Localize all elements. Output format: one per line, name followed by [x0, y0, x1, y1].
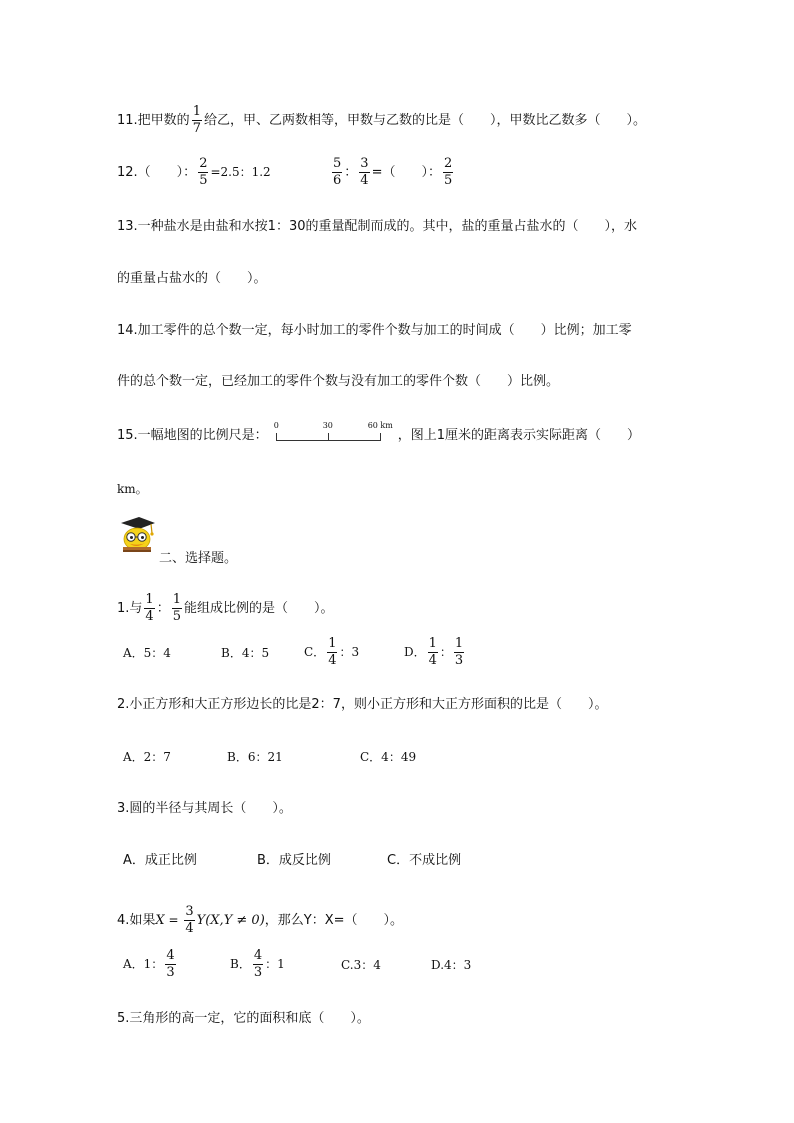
q12-b-fraction-3: $\frac{2}{5}$ — [443, 156, 453, 188]
cq4-option-d[interactable]: D.4：3 — [431, 958, 472, 972]
q12-a-pre: 12.（ ）： — [117, 165, 197, 180]
question-11 — [117, 104, 646, 137]
question-15-line-2: km。 — [117, 482, 148, 496]
cq4-post: ，那么Y：X=（ ）。 — [264, 913, 404, 928]
question-13-line-1: 13.一种盐水是由盐和水按1：30的重量配制而成的。其中，盐的重量占盐水的（ ），水 — [117, 219, 637, 234]
section-2-title: 二、选择题。 — [159, 551, 238, 566]
cq1-pre: 1.与 — [117, 601, 143, 616]
scale-label-30: 30 — [322, 421, 333, 430]
question-13-line-2: 的重量占盐水的（ ）。 — [117, 271, 267, 286]
scale-line — [276, 440, 380, 441]
cq1-option-b[interactable]: B．4：5 — [221, 646, 270, 660]
cq3-option-c[interactable]: C．不成比例 — [387, 853, 462, 868]
cq4-pre: 4.如果 — [117, 913, 156, 928]
q12-b-fraction-1: $\frac{5}{6}$ — [333, 156, 342, 188]
cq1-option-c-fraction: $\frac{1}{4}$ — [328, 636, 337, 668]
cq4-option-a-fraction: $\frac{4}{3}$ — [166, 948, 175, 980]
choice-question-4: 4.如果X = $\frac{3}{4}$ Y(X,Y ≠ 0)，那么Y：X=（ ）。 — [117, 904, 404, 936]
cq4-option-b-fraction: $\frac{4}{3}$ — [253, 948, 263, 980]
cq3-option-a[interactable]: A．成正比例 — [123, 853, 197, 868]
cq1-post: 能组成比例的是（ ）。 — [183, 601, 334, 616]
q12-a-post: =2.5：1.2 — [210, 165, 271, 179]
scholar-cartoon-icon — [117, 516, 157, 554]
cq3-option-b[interactable]: B．成反比例 — [257, 853, 331, 868]
choice-question-2: 2.小正方形和大正方形边长的比是2：7，则小正方形和大正方形面积的比是（ ）。 — [117, 697, 608, 712]
q15-post: ，图上1厘米的距离表示实际距离（ ） — [397, 428, 640, 443]
q15-pre: 15.一幅地图的比例尺是： — [117, 428, 268, 443]
q11-fraction: $\frac{1}{7}$ — [192, 104, 201, 136]
question-12-part-b — [330, 156, 455, 189]
cq4-fraction: $\frac{3}{4}$ — [185, 904, 194, 936]
question-14-line-1: 14.加工零件的总个数一定，每小时加工的零件个数与加工的时间成（ ）比例；加工零 — [117, 323, 632, 338]
scale-tick — [380, 433, 381, 441]
cq4-option-c[interactable]: C.3：4 — [341, 958, 381, 972]
choice-question-3: 3.圆的半径与其周长（ ）。 — [117, 801, 292, 816]
cq2-option-a[interactable]: A．2：7 — [123, 750, 171, 764]
cq1-option-d[interactable]: D． $\frac{1}{4}$ ： $\frac{1}{3}$ — [404, 636, 464, 668]
cq1-fraction-1: $\frac{1}{4}$ — [145, 592, 154, 624]
q12-a-fraction: $\frac{2}{5}$ — [199, 156, 208, 188]
q11-post: 给乙，甲、乙两数相等，甲数与乙数的比是（ ），甲数比乙数多（ ）。 — [203, 113, 646, 128]
cq1-option-d-fraction-1: $\frac{1}{4}$ — [428, 636, 437, 668]
map-scale-bar — [274, 421, 392, 451]
cq2-option-b[interactable]: B．6：21 — [227, 750, 283, 764]
cq1-fraction-2: $\frac{1}{5}$ — [172, 592, 181, 624]
scale-label-0: 0 — [273, 421, 279, 430]
cq1-option-d-fraction-2: $\frac{1}{3}$ — [454, 636, 464, 668]
q11-pre: 11.把甲数的 — [117, 113, 190, 128]
choice-question-1 — [117, 592, 334, 625]
cq2-option-c[interactable]: C．4：49 — [360, 750, 417, 764]
scale-label-60: 60 km — [367, 421, 393, 430]
cq1-option-a[interactable]: A．5：4 — [123, 646, 171, 660]
cq4-option-a[interactable]: A．1： $\frac{4}{3}$ — [123, 948, 175, 980]
q12-b-colon: ： — [344, 165, 358, 180]
question-14-line-2: 件的总个数一定，已经加工的零件个数与没有加工的零件个数（ ）比例。 — [117, 374, 560, 389]
cq1-option-c[interactable]: C． $\frac{1}{4}$ ：3 — [304, 636, 360, 668]
q12-b-mid: =（ ）： — [371, 165, 441, 180]
q12-b-fraction-2: $\frac{3}{4}$ — [360, 156, 369, 188]
choice-question-5: 5.三角形的高一定，它的面积和底（ ）。 — [117, 1011, 370, 1026]
cq1-colon: ： — [156, 601, 170, 616]
question-15 — [117, 421, 640, 452]
question-12 — [117, 156, 271, 189]
cq4-option-b[interactable]: B． $\frac{4}{3}$ ：1 — [230, 948, 285, 980]
